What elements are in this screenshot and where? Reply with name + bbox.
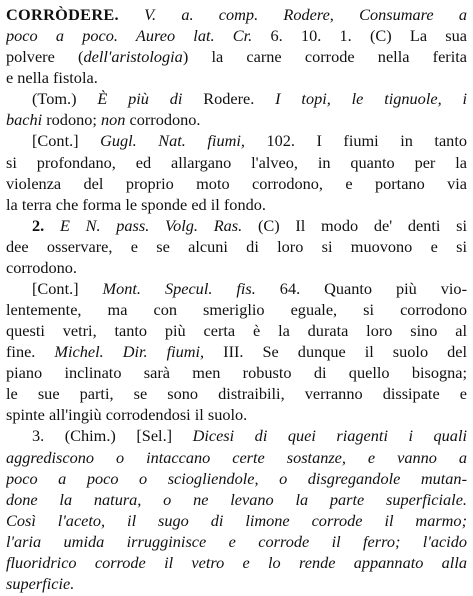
entry-line-3 <box>6 46 467 67</box>
entry-line-4 <box>6 67 467 88</box>
body-text: la terra che forma le sponde ed il fondo. <box>6 194 266 214</box>
body-text: le sue parti, se sono distraibili, verranno dissipate e <box>6 384 467 404</box>
body-text: spinte all'ingiù corrodendosi il suolo. <box>6 405 248 425</box>
entry-line-17 <box>6 341 467 362</box>
body-text: 102. I fiumi in tanto <box>266 131 467 151</box>
body-text: ) la carne corrode nella ferita <box>182 47 467 67</box>
sense-number: 2. <box>32 215 45 235</box>
italic-text: Dicesi di quei riagenti i quali <box>192 426 467 446</box>
italic-text: aggrediscono o intaccano certe sostanze, e vanno a <box>6 447 467 467</box>
entry-line-2 <box>6 25 467 46</box>
source-citation: poco a poco. Aureo lat. Cr. <box>6 26 253 46</box>
italic-text: l'aria umida irrugginisce e corrode il ferro; l'acido <box>6 531 467 551</box>
italic-text: fluoridrico corrode il vetro e lo rende appannato alla <box>6 552 467 572</box>
italic-text: bachi <box>6 110 43 130</box>
body-text: corrodono. <box>129 110 201 130</box>
body-text: e nella fistola. <box>6 68 98 88</box>
entry-line-27 <box>6 552 467 573</box>
sense-label: 3. (Chim.) [Sel.] <box>32 426 173 446</box>
headword: CORRÒDERE. <box>6 5 119 24</box>
source-citation: Gugl. Nat. fiumi, <box>100 131 245 151</box>
body-text: rodono; <box>46 110 97 130</box>
body-text: dee osservare, e se alcuni di loro si muovono e si <box>6 236 467 256</box>
entry-line-13 <box>6 257 467 278</box>
entry-line-26 <box>6 531 467 552</box>
entry-line-28 <box>6 573 467 594</box>
entry-line-23 <box>6 468 467 489</box>
entry-line-9 <box>6 173 467 194</box>
source-citation: Michel. Dir. fiumi, <box>54 342 205 362</box>
italic-text: È più di <box>97 89 183 109</box>
entry-line-15 <box>6 299 467 320</box>
source-citation: E N. pass. Volg. Ras. <box>59 215 243 235</box>
citation-ref: 6. 10. 1. (C) <box>270 26 392 46</box>
body-text: fine. <box>6 342 36 362</box>
body-text: questi vetri, tanto più certa è la durata loro sino al <box>6 321 467 341</box>
body-text: piano inclinato sarà men robusto di quello bisogna; <box>6 363 467 383</box>
entry-line-25 <box>6 510 467 531</box>
entry-line-19 <box>6 383 467 404</box>
entry-line-10 <box>6 194 467 215</box>
italic-text: poco a poco o sciogliendole, o disgregandole mutan- <box>6 468 467 488</box>
italic-text: superficie. <box>6 573 75 593</box>
entry-line-1 <box>6 4 467 25</box>
italic-text: Così l'aceto, il sugo di limone corrode il marmo; <box>6 510 467 530</box>
entry-line-16 <box>6 320 467 341</box>
source-tag: [Cont.] <box>32 131 79 151</box>
body-text: (C) Il modo de' denti si <box>257 215 467 235</box>
body-text: polvere ( <box>6 47 84 67</box>
entry-line-14 <box>6 278 467 299</box>
body-text: corrodono. <box>6 257 77 277</box>
entry-line-18 <box>6 362 467 383</box>
source-tag: (Tom.) <box>32 89 77 109</box>
entry-line-8 <box>6 152 467 173</box>
body-text: violenza del proprio moto corrodono, e portano via <box>6 173 467 193</box>
source-tag: [Cont.] <box>32 278 79 298</box>
body-text: La sua <box>409 26 467 46</box>
body-text: lentemente, ma con smeriglio eguale, si corrodono <box>6 300 467 319</box>
italic-text: I topi, le tignuole, i <box>275 89 467 109</box>
body-text: si profondano, ed allargano l'alveo, in quanto per la <box>6 152 467 172</box>
entry-line-11 <box>6 215 467 236</box>
entry-line-6 <box>6 109 467 130</box>
entry-line-24 <box>6 489 467 510</box>
entry-line-5 <box>6 88 467 109</box>
source-citation: Mont. Specul. fis. <box>102 278 256 298</box>
entry-line-22 <box>6 447 467 468</box>
body-text: Rodere. <box>203 89 255 109</box>
italic-text: done la natura, o ne levano la parte superficiale. <box>6 489 467 509</box>
entry-line-7 <box>6 130 467 151</box>
body-text: 64. Quanto più vio- <box>279 278 467 298</box>
italic-text: non <box>100 110 126 130</box>
entry-line-20 <box>6 404 467 425</box>
entry-line-12 <box>6 236 467 257</box>
entry-definition: V. a. comp. Rodere, Consumare a <box>144 5 467 24</box>
body-text: III. Se dunque il suolo del <box>223 342 467 362</box>
entry-line-21 <box>6 425 467 446</box>
italic-term: dell'aristologia <box>83 47 183 67</box>
